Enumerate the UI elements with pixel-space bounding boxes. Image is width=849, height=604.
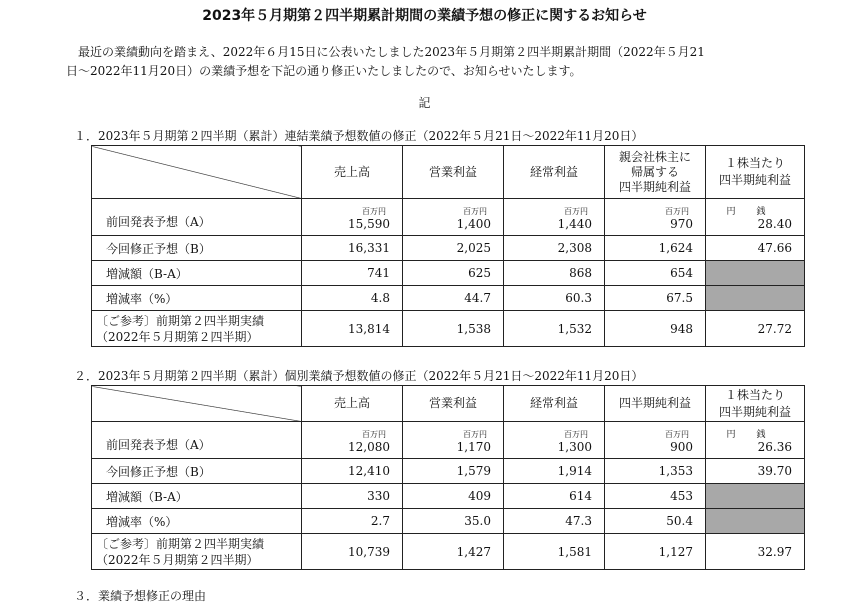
value-cell: 67.5 [605,286,706,311]
document-title: 2023年５月期第２四半期累計期間の業績予想の修正に関するお知らせ [202,8,647,24]
header-net-profit: 四半期純利益 [605,386,706,422]
value-cell: 868 [504,261,605,286]
value-cell: 1,624 [605,236,706,261]
header-corner-cell [92,146,302,199]
row-label-revised-forecast: 今回修正予想（B） [92,236,302,261]
value-cell: 百万円 1,440 [504,199,605,236]
row-label-change-amount: 増減額（B-A） [92,261,302,286]
value-cell: 百万円 970 [605,199,706,236]
table-row [92,261,805,286]
value-cell: 10,739 [302,534,403,570]
row-label-previous-forecast: 前回発表予想（A） [92,199,302,236]
value-cell: 円 銭 26.36 [706,422,805,459]
value-cell: 1,127 [605,534,706,570]
value-cell: 百万円 1,300 [504,422,605,459]
value-cell: 27.72 [706,311,805,347]
header-net-profit-parent: 親会社株主に 帰属する 四半期純利益 [605,146,706,199]
table-row [92,484,805,509]
value-cell: 4.8 [302,286,403,311]
consolidated-forecast-table [91,145,805,347]
non-consolidated-forecast-table [91,385,805,570]
value-cell: 741 [302,261,403,286]
header-eps: １株当たり 四半期純利益 [706,386,805,422]
header-operating-profit: 営業利益 [403,146,504,199]
header-ordinary-profit: 経常利益 [504,146,605,199]
ki-marker: 記 [418,96,431,110]
value-cell: 百万円 900 [605,422,706,459]
value-cell: 1,353 [605,459,706,484]
value-cell: 1,538 [403,311,504,347]
value-cell: 13,814 [302,311,403,347]
value-cell: 百万円 1,400 [403,199,504,236]
table-row [92,509,805,534]
table-row [92,534,805,570]
table-row [92,422,805,459]
intro-line-1: 最近の業績動向を踏まえ、2022年６月15日に公表いたしました2023年５月期第２四半期累計期間（2022年５月21 [78,45,705,59]
value-cell: 50.4 [605,509,706,534]
header-operating-profit: 営業利益 [403,386,504,422]
section3-heading: ３．業績予想修正の理由 [74,589,207,603]
header-sales: 売上高 [302,386,403,422]
row-label-change-amount: 増減額（B-A） [92,484,302,509]
intro-line-2: 日～2022年11月20日）の業績予想を下記の通り修正いたしましたので、お知らせいたします。 [66,64,582,78]
value-cell: 32.97 [706,534,805,570]
value-cell: 409 [403,484,504,509]
table-row [92,311,805,347]
table-row [92,236,805,261]
value-cell: 百万円 15,590 [302,199,403,236]
section2-heading: ２．2023年５月期第２四半期（累計）個別業績予想数値の修正（2022年５月21日～2022年11月20日） [74,369,644,383]
value-cell: 60.3 [504,286,605,311]
table-header-row [92,386,805,422]
value-cell: 12,410 [302,459,403,484]
value-cell: 2,025 [403,236,504,261]
value-cell: 330 [302,484,403,509]
shaded-cell [706,484,805,509]
table-row [92,459,805,484]
row-label-change-rate: 増減率（%） [92,286,302,311]
value-cell: 16,331 [302,236,403,261]
shaded-cell [706,509,805,534]
header-corner-cell [92,386,302,422]
row-label-prior-year-actual: 〔ご参考〕前期第２四半期実績 （2022年５月期第２四半期） [92,534,302,570]
value-cell: 614 [504,484,605,509]
value-cell: 44.7 [403,286,504,311]
value-cell: 948 [605,311,706,347]
value-cell: 1,579 [403,459,504,484]
value-cell: 2,308 [504,236,605,261]
value-cell: 百万円 1,170 [403,422,504,459]
value-cell: 654 [605,261,706,286]
shaded-cell [706,286,805,311]
header-sales: 売上高 [302,146,403,199]
value-cell: 35.0 [403,509,504,534]
value-cell: 1,914 [504,459,605,484]
value-cell: 1,427 [403,534,504,570]
value-cell: 百万円 12,080 [302,422,403,459]
intro-paragraph [66,43,786,81]
value-cell: 47.3 [504,509,605,534]
value-cell: 47.66 [706,236,805,261]
shaded-cell [706,261,805,286]
value-cell: 1,532 [504,311,605,347]
header-eps: １株当たり 四半期純利益 [706,146,805,199]
row-label-prior-year-actual: 〔ご参考〕前期第２四半期実績 （2022年５月期第２四半期） [92,311,302,347]
row-label-revised-forecast: 今回修正予想（B） [92,459,302,484]
value-cell: 453 [605,484,706,509]
table-row [92,286,805,311]
section1-heading: １．2023年５月期第２四半期（累計）連結業績予想数値の修正（2022年５月21日～2022年11月20日） [74,129,644,143]
table-header-row [92,146,805,199]
value-cell: 39.70 [706,459,805,484]
row-label-change-rate: 増減率（%） [92,509,302,534]
header-ordinary-profit: 経常利益 [504,386,605,422]
value-cell: 2.7 [302,509,403,534]
value-cell: 円 銭 28.40 [706,199,805,236]
value-cell: 625 [403,261,504,286]
table-row [92,199,805,236]
row-label-previous-forecast: 前回発表予想（A） [92,422,302,459]
value-cell: 1,581 [504,534,605,570]
